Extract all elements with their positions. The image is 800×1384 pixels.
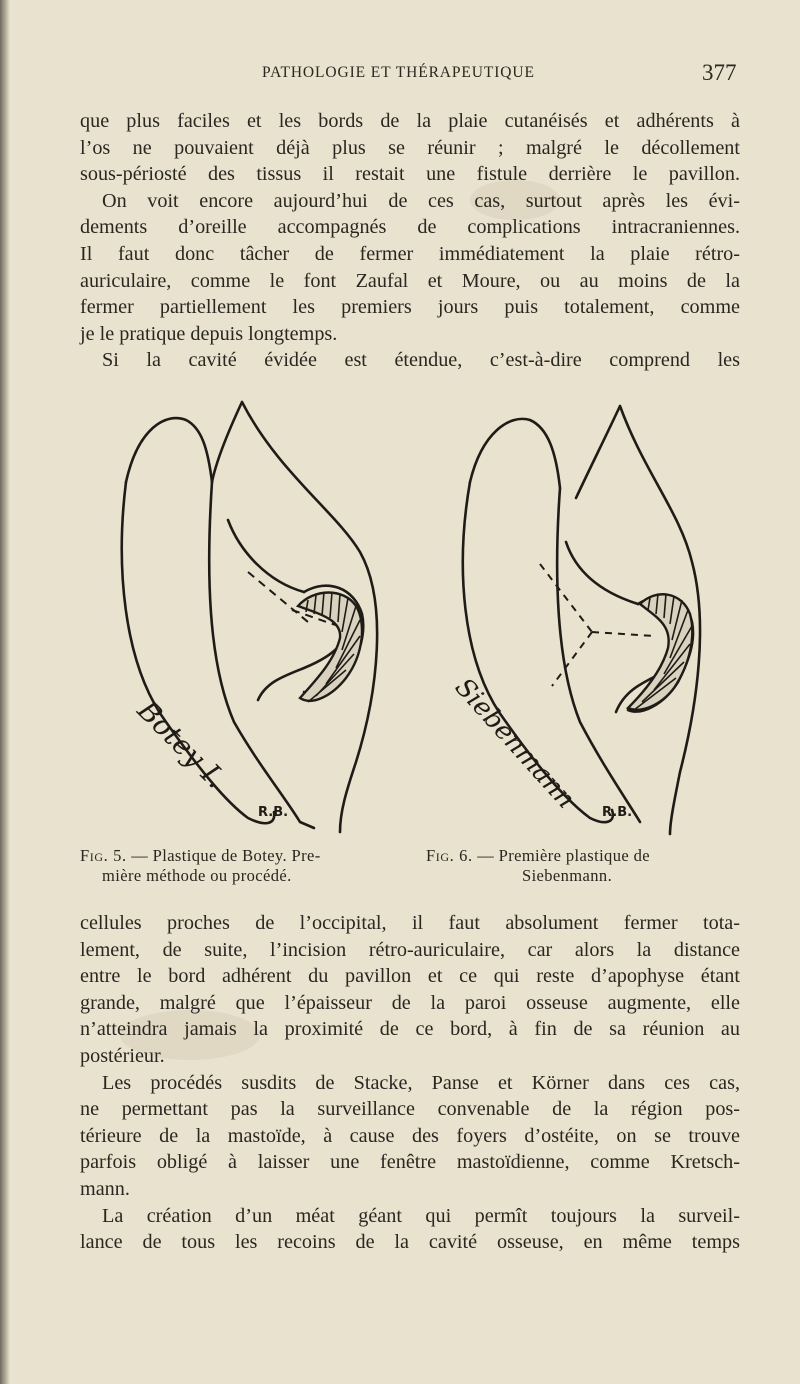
caption-text: — Première plastique de [477, 846, 650, 865]
text-line: parfois obligé à laisser une fenêtre mastoïdienne, comme Kretsch- [80, 1151, 740, 1174]
text-line: La création d’un méat géant qui permît toujours la surveil- [102, 1204, 740, 1227]
text-line: mann. [80, 1177, 130, 1200]
auricle-outline [557, 488, 640, 822]
text-line: ne permettant pas la surveillance convenable de la région pos- [80, 1098, 740, 1121]
text-line: fermer partiellement les premiers jours puis totalement, comme [80, 296, 740, 319]
skin-flap-top [470, 419, 560, 488]
cavity-inner-line [566, 542, 638, 604]
figure-label: Fig. 6. [426, 846, 473, 865]
text-line: cellules proches de l’occipital, il faut absolument fermer tota- [80, 912, 740, 934]
figure-5-drawing [108, 392, 398, 840]
text-line: sous-périosté des tissus il restait une fistule derrière le pavillon. [80, 163, 740, 186]
text-line: On voit encore aujourd’hui de ces cas, surtout après les évi- [102, 189, 740, 212]
artist-monogram: R.B. [602, 805, 633, 820]
figure-6-drawing [430, 392, 720, 840]
paragraph-top [80, 108, 740, 374]
running-head: PATHOLOGIE ET THÉRAPEUTIQUE [262, 64, 535, 81]
paragraph-bottom [80, 910, 740, 1256]
figure-6-caption [426, 846, 746, 886]
text-line: dements d’oreille accompagnés de complications intracraniennes. [80, 216, 740, 239]
page-edge-shadow [0, 0, 10, 1384]
caption-text: mière méthode ou procédé. [102, 866, 292, 885]
text-line: grande, malgré que l’épaisseur de la paroi osseuse augmente, elle [80, 991, 740, 1014]
text-line: entre le bord adhérent du pavillon et ce qui reste d’apophyse étant [80, 965, 740, 988]
text-line: l’os ne pouvaient déjà plus se réunir ; malgré le décollement [80, 136, 740, 159]
text-line: n’atteindra jamais la proximité de ce bord, à fin de sa réunion au [80, 1018, 740, 1041]
author-signature: Botey I. [131, 693, 233, 795]
text-line: Il faut donc tâcher de fermer immédiatement la plaie rétro- [80, 242, 740, 265]
text-line: postérieur. [80, 1044, 165, 1067]
text-line: auriculaire, comme le font Zaufal et Moure, ou au moins de la [80, 269, 740, 292]
figure-5-caption [80, 846, 410, 886]
cavity-inner-line [228, 520, 304, 592]
caption-text: Siebenmann. [522, 866, 613, 885]
figure-label: Fig. 5. [80, 846, 127, 865]
text-line: térieure de la mastoïde, à cause des foyers d’ostéite, on se trouve [80, 1124, 740, 1147]
caption-text: — Plastique de Botey. Pre- [131, 846, 321, 865]
text-line: lement, de suite, l’incision rétro-auriculaire, car alors la distance [80, 938, 740, 961]
page-number: 377 [702, 60, 737, 85]
text-line: que plus faciles et les bords de la plaie cutanéisés et adhérents à [80, 110, 740, 132]
hatched-wound [298, 592, 362, 702]
artist-monogram: R.B. [258, 805, 289, 820]
text-line: je le pratique depuis longtemps. [80, 322, 338, 345]
text-line: Si la cavité évidée est étendue, c’est-à-dire comprend les [102, 349, 740, 372]
skin-flap-top [126, 418, 212, 482]
text-line: lance de tous les recoins de la cavité osseuse, en même temps [80, 1231, 740, 1254]
author-signature: Siebenmann [448, 672, 581, 815]
text-line: Les procédés susdits de Stacke, Panse et Körner dans ces cas, [102, 1071, 740, 1094]
hatched-wound [628, 594, 692, 710]
